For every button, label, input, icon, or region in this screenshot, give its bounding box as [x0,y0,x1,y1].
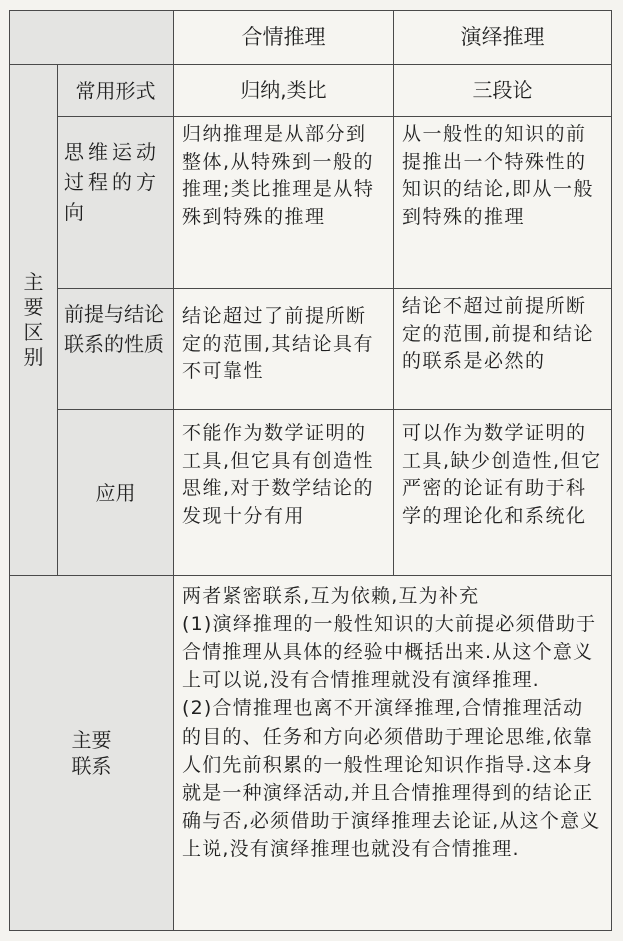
group-label-main-difference [10,65,58,576]
cell-thinking-direction-heqing: 归纳推理是从部分到整体,从特殊到一般的推理;类比推理是从特殊到特殊的推理 [174,117,394,289]
link-body-cell [174,576,612,931]
row-common-form [10,65,612,117]
header-row [10,11,612,65]
cell-application-yanyi: 可以作为数学证明的工具,缺少创造性,但它严密的论证有助于科学的理论化和系统化 [394,410,612,576]
cell-common-form-yanyi: 三段论 [394,65,612,117]
cell-application-heqing: 不能作为数学证明的工具,但它具有创造性思维,对于数学结论的发现十分有用 [174,410,394,576]
row-main-link [10,576,612,931]
row-label-premise-conclusion: 前提与结论联系的性质 [58,289,174,410]
cell-premise-conclusion-heqing: 结论超过了前提所断定的范围,其结论具有不可靠性 [174,289,394,410]
header-heqing-tuili: 合情推理 [174,11,394,65]
row-premise-conclusion [10,289,612,410]
link-paragraph-1: (1)演绎推理的一般性知识的大前提必须借助于合情推理从具体的经验中概括出来.从这个意义上可以说,没有合情推理就没有演绎推理. [182,613,597,692]
link-intro: 两者紧密联系,互为依赖,互为补充 [182,585,480,607]
row-label-thinking-direction: 思维运动过程的方向 [58,117,174,289]
cell-premise-conclusion-yanyi: 结论不超过前提所断定的范围,前提和结论的联系是必然的 [394,289,612,410]
cell-common-form-heqing: 归纳,类比 [174,65,394,117]
header-yanyi-tuili: 演绎推理 [394,11,612,65]
link-paragraph-2: (2)合情推理也离不开演绎推理,合情推理活动的目的、任务和方向必须借助于理论思维,依靠人们先前积累的一般性理论知识作指导.这本身就是一种演绎活动,并且合情推理得到的结论正确与否,必须借助于演绎推理去论证,从这个意义上说,没有演绎推理也就没有合情推理. [182,697,601,860]
row-thinking-direction [10,117,612,289]
link-label-text: 主要联系 [71,728,112,778]
cell-thinking-direction-yanyi: 从一般性的知识的前提推出一个特殊性的知识的结论,即从一般到特殊的推理 [394,117,612,289]
group-label-text: 主要区别 [23,270,44,369]
row-application [10,410,612,576]
row-label-common-form: 常用形式 [58,65,174,117]
row-label-application: 应用 [58,410,174,576]
header-corner-cell [10,11,174,65]
link-label-cell [10,576,174,931]
comparison-table [9,10,612,931]
